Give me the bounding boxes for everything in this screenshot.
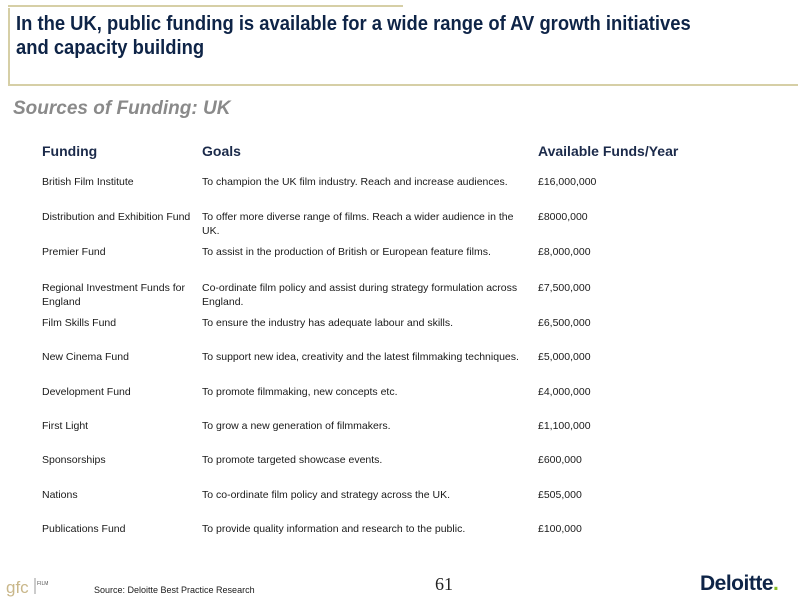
goals-cell: To assist in the production of British or European feature films. xyxy=(202,246,491,258)
funds-cell: £7,500,000 xyxy=(538,282,591,294)
funds-cell: £4,000,000 xyxy=(538,386,591,398)
table-row xyxy=(0,316,800,350)
deloitte-logo xyxy=(700,572,778,596)
table-row xyxy=(0,175,800,209)
funds-cell: £16,000,000 xyxy=(538,176,597,188)
goals-cell: To offer more diverse range of films. Reach a wider audience in the UK. xyxy=(202,211,514,237)
gfc-logo-text: gfc xyxy=(6,578,29,597)
goals-cell: To ensure the industry has adequate labour and skills. xyxy=(202,317,453,329)
header-available-funds: Available Funds/Year xyxy=(538,143,679,159)
table-row xyxy=(0,522,800,556)
table-row xyxy=(0,419,800,453)
goals-cell: To grow a new generation of filmmakers. xyxy=(202,420,391,432)
table-row xyxy=(0,453,800,487)
section-subtitle: Sources of Funding: UK xyxy=(13,98,231,119)
funds-cell: £505,000 xyxy=(538,489,582,501)
source-note: Source: Deloitte Best Practice Research xyxy=(94,585,255,595)
table-row xyxy=(0,281,800,315)
table-row xyxy=(0,210,800,244)
goals-cell: To provide quality information and research to the public. xyxy=(202,523,466,535)
table-row xyxy=(0,488,800,522)
goals-cell: To support new idea, creativity and the latest filmmaking techniques. xyxy=(202,351,519,363)
funds-cell: £6,500,000 xyxy=(538,317,591,329)
funding-cell: Premier Fund xyxy=(42,246,106,258)
slide-title: In the UK, public funding is available for a wide range of AV growth initiatives and capacity building xyxy=(16,13,691,59)
header-funding: Funding xyxy=(42,143,98,159)
deloitte-logo-text: Deloitte xyxy=(700,572,774,595)
funding-cell: Publications Fund xyxy=(42,523,126,535)
funding-cell: Regional Investment Funds for England xyxy=(42,282,185,308)
funding-cell: Nations xyxy=(42,489,78,501)
funding-cell: Development Fund xyxy=(42,386,131,398)
gfc-logo-small-text: FILM xyxy=(37,581,49,587)
funds-cell: £1,100,000 xyxy=(538,420,591,432)
funds-cell: £8,000,000 xyxy=(538,246,591,258)
table-row xyxy=(0,245,800,279)
funding-cell: Sponsorships xyxy=(42,454,106,466)
goals-cell: To promote targeted showcase events. xyxy=(202,454,383,466)
goals-cell: To co-ordinate film policy and strategy across the UK. xyxy=(202,489,451,501)
deloitte-logo-dot: . xyxy=(773,572,779,595)
funding-cell: First Light xyxy=(42,420,89,432)
page-number: 61 xyxy=(435,574,453,594)
goals-cell: To champion the UK film industry. Reach and increase audiences. xyxy=(202,176,508,188)
funds-cell: £5,000,000 xyxy=(538,351,591,363)
funding-cell: New Cinema Fund xyxy=(42,351,129,363)
table-row xyxy=(0,385,800,419)
funds-cell: £600,000 xyxy=(538,454,582,466)
funds-cell: £8000,000 xyxy=(538,211,588,223)
table-row xyxy=(0,350,800,384)
funding-cell: Film Skills Fund xyxy=(42,317,117,329)
funding-cell: Distribution and Exhibition Fund xyxy=(42,211,191,223)
funding-cell: British Film Institute xyxy=(42,176,134,188)
goals-cell: Co-ordinate film policy and assist during strategy formulation across England. xyxy=(202,282,518,308)
goals-cell: To promote filmmaking, new concepts etc. xyxy=(202,386,398,398)
funds-cell: £100,000 xyxy=(538,523,582,535)
gfc-film-logo xyxy=(6,574,52,598)
header-goals: Goals xyxy=(202,143,241,159)
